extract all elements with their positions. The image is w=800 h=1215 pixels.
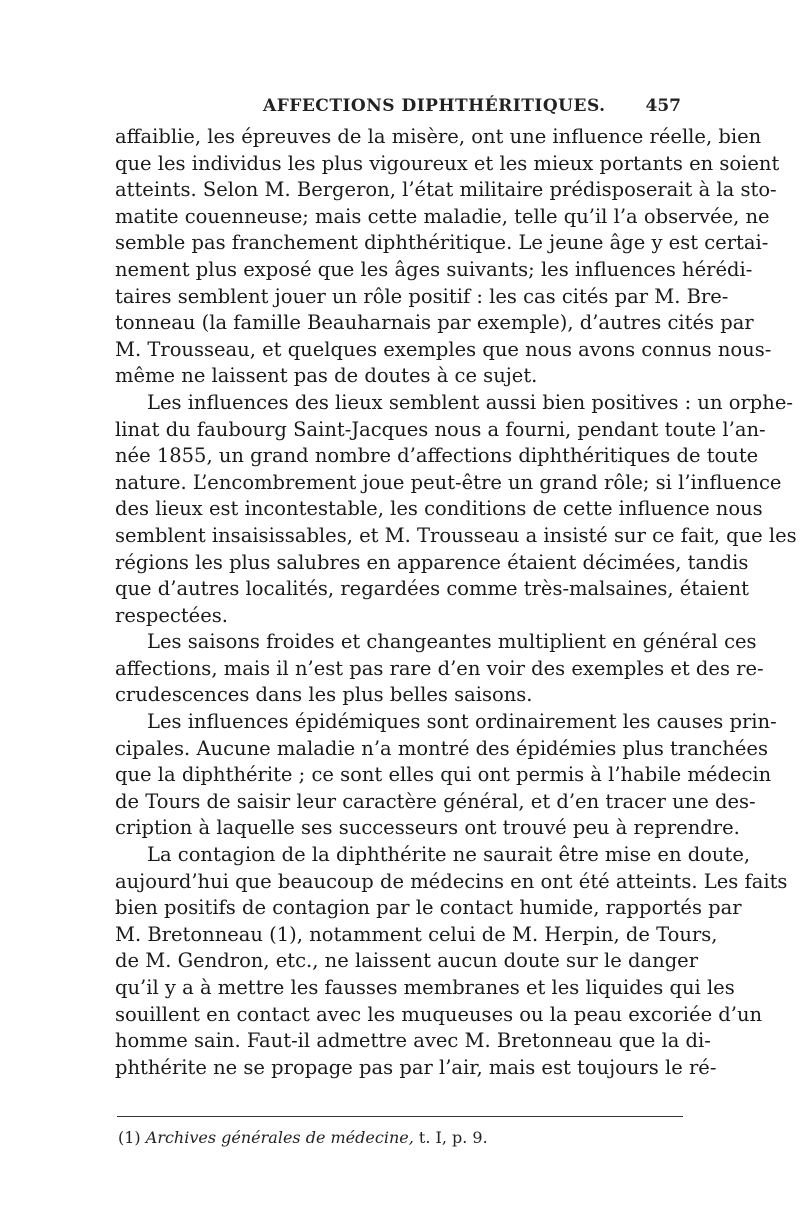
page-number: 457 [645,96,681,116]
text-line: matite couenneuse; mais cette maladie, telle qu’il l’a observée, ne [115,204,770,228]
text-line: souillent en contact avec les muqueuses ou la peau excoriée d’un [115,1002,763,1026]
text-line: de Tours de saisir leur caractère général, et d’en tracer une des- [115,789,756,813]
text-line: taires semblent jouer un rôle positif : les cas cités par M. Bre- [115,284,729,308]
running-title: AFFECTIONS DIPHTHÉRITIQUES. [263,96,606,116]
text-line: de M. Gendron, etc., ne laissent aucun doute sur le danger [115,949,699,973]
footnote-reference: t. I, p. 9. [418,1128,488,1147]
text-line: bien positifs de contagion par le contact humide, rapportés par [115,896,742,920]
text-line: affaiblie, les épreuves de la misère, ont une influence réelle, bien [115,125,762,148]
footnote [118,1128,488,1148]
footnote-marker: (1) [118,1128,141,1147]
text-line: crudescences dans les plus belles saisons. [115,683,533,707]
text-line: qu’il y a à mettre les fausses membranes et les liquides qui les [115,976,735,999]
text-line: nature. L’encombrement joue peut-être un grand rôle; si l’influence [115,470,782,494]
paragraph-start-line: Les influences épidémiques sont ordinairement les causes prin- [147,710,777,734]
text-line: nement plus exposé que les âges suivants; les influences hérédi- [115,257,753,281]
footnote-divider [117,1116,683,1117]
text-line: respectées. [115,603,228,627]
text-line: aujourd’hui que beaucoup de médecins en ont été atteints. Les faits [115,869,788,893]
paragraph-start-line: Les saisons froides et changeantes multiplient en général ces [147,630,757,654]
footnote-source: Archives générales de médecine, [145,1128,414,1147]
text-line: née 1855, un grand nombre d’affections diphthéritiques de toute [115,444,759,468]
text-line: linat du faubourg Saint-Jacques nous a fourni, pendant toute l’an- [115,417,766,441]
paragraph-start-line: Les influences des lieux semblent aussi bien positives : un orphe- [147,390,793,414]
text-line: cipales. Aucune maladie n’a montré des épidémies plus tranchées [115,736,768,760]
paragraph-start-line: La contagion de la diphthérite ne saurait être mise en doute, [147,843,751,867]
text-line: régions les plus salubres en apparence étaient décimées, tandis [115,550,749,574]
text-line: phthérite ne se propage pas par l’air, mais est toujours le ré- [115,1055,717,1079]
text-line: semblent insaisissables, et M. Trousseau a insisté sur ce fait, que les [115,523,797,547]
body-text [115,124,797,1081]
text-line: que d’autres localités, regardées comme très-malsaines, étaient [115,577,749,601]
text-line: que les individus les plus vigoureux et les mieux portants en soient [115,151,780,175]
text-line: M. Bretonneau (1), notamment celui de M. Herpin, de Tours, [115,922,718,946]
text-line: des lieux est incontestable, les conditions de cette influence nous [115,497,763,521]
page-header [115,96,681,120]
text-line: cription à laquelle ses successeurs ont trouvé peu à reprendre. [115,816,740,840]
text-line: homme sain. Faut-il admettre avec M. Bretonneau que la di- [115,1029,711,1053]
text-line: que la diphthérite ; ce sont elles qui ont permis à l’habile médecin [115,763,772,787]
text-line: même ne laissent pas de doutes à ce sujet. [115,364,538,388]
text-line: M. Trousseau, et quelques exemples que nous avons connus nous- [115,337,772,361]
text-line: tonneau (la famille Beauharnais par exemple), d’autres cités par [115,311,754,335]
text-line: affections, mais il n’est pas rare d’en voir des exemples et des re- [115,656,764,680]
text-line: semble pas franchement diphthéritique. Le jeune âge y est certai- [115,231,769,255]
text-line: atteints. Selon M. Bergeron, l’état militaire prédisposerait à la sto- [115,178,777,202]
